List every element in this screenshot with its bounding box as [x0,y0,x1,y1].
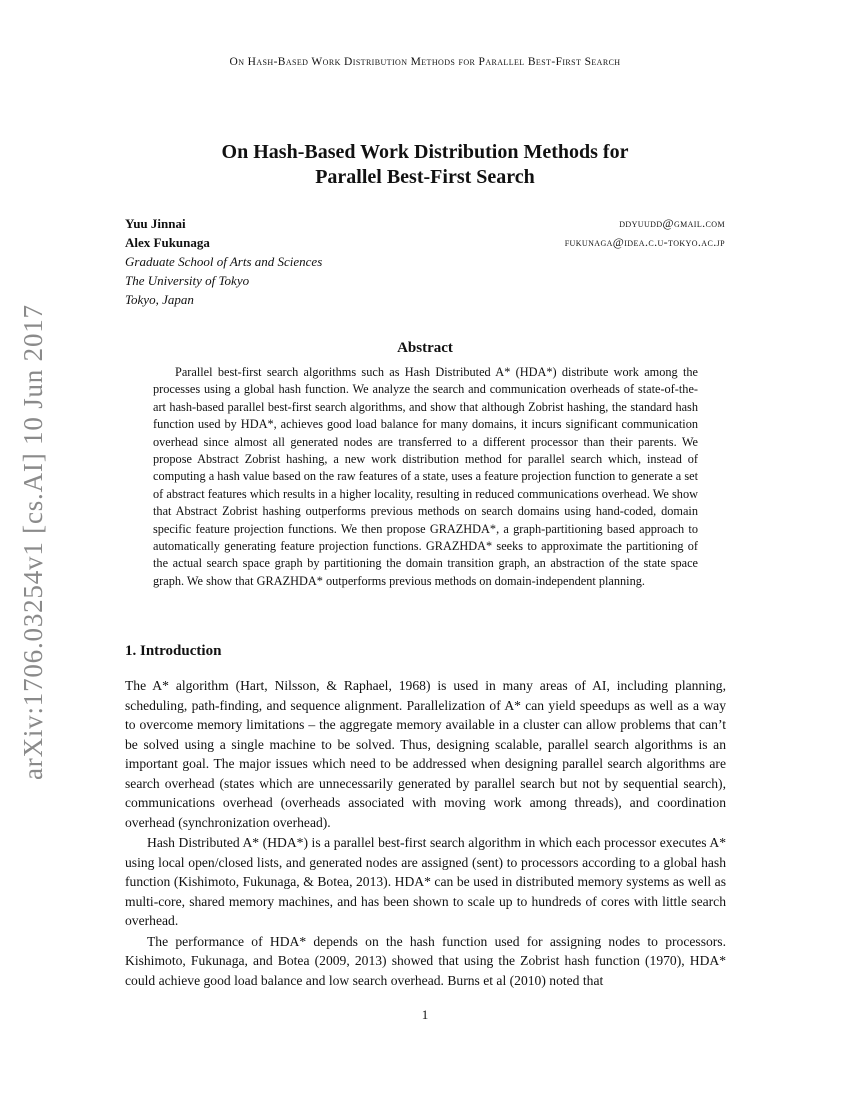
introduction-body [125,676,726,990]
author-row [125,233,725,252]
paragraph: The performance of HDA* depends on the hash function used for assigning nodes to processors. Kishimoto, Fukunaga, and Botea (2009, 2013) showed that using the Zobrist hash function (1970), HDA* could achieve good load balance and low search overhead. Burns et al (2010) noted that [125,933,726,988]
author-email: fukunaga@idea.c.u-tokyo.ac.jp [564,235,725,249]
page-number: 1 [421,1007,429,1022]
author-row [125,214,725,233]
author-email: ddyuudd@gmail.com [619,216,725,230]
abstract-heading: Abstract [397,340,453,356]
author-name: Alex Fukunaga [125,235,210,250]
arxiv-identifier: arXiv:1706.03254v1 [cs.AI] 10 Jun 2017 [18,304,48,780]
section-heading-introduction: 1. Introduction [125,643,222,659]
abstract-body: Parallel best-first search algorithms such as Hash Distributed A* (HDA*) distribute work among the processes using a global hash function. We analyze the search and communication overheads of state-of-the-art hash-based parallel best-first search algorithms, and show that although Zobrist hashing, the standard hash function used by HDA*, achieves good load balance for many domains, it incurs significant communication overhead since almost all generated nodes are transferred to a different processor than their parents. We propose Abstract Zobrist hashing, a new work distribution method for parallel search which, instead of computing a hash value based on the raw features of a state, uses a feature projection function to generate a set of abstract features which results in a higher locality, resulting in reduced communications overhead. We show that Abstract Zobrist hashing outperforms previous methods on search domains using hand-coded, domain specific feature projection functions. We then propose GRAZHDA*, a graph-partitioning based approach to automatically generating feature projection functions. GRAZHDA* seeks to approximate the partitioning of the actual search space graph by partitioning the domain transition graph, an abstraction of the state space graph. We show that GRAZHDA* outperforms previous methods on domain-independent planning. [153,365,698,588]
affiliation-location: Tokyo, Japan [125,292,194,307]
paper-title [0,140,850,190]
running-head: On Hash-Based Work Distribution Methods for Parallel Best-First Search [229,56,621,68]
paragraph: Hash Distributed A* (HDA*) is a parallel best-first search algorithm in which each processor executes A* using local open/closed lists, and generated nodes are assigned (sent) to processors according to a global hash function (Kishimoto, Fukunaga, & Botea, 2013). HDA* can be used in distributed memory systems as well as multi-core, shared memory machines, and has been shown to scale up to hundreds of cores with little search overhead. [125,835,726,928]
paper-title-line-1: On Hash-Based Work Distribution Methods for [221,141,629,163]
author-block [125,214,725,309]
paper-title-line-2: Parallel Best-First Search [315,166,535,188]
paragraph: The A* algorithm (Hart, Nilsson, & Raphael, 1968) is used in many areas of AI, including planning, scheduling, path-finding, and sequence alignment. Parallelization of A* can yield speedups as well as a way to overcome memory limitations – the aggregate memory available in a cluster can allow problems that can’t be solved using a single machine to be solved. Thus, designing scalable, parallel search algorithms is an important goal. The major issues which need to be addressed when designing parallel search algorithms are search overhead (states which are unnecessarily generated by parallel search but not by sequential search), communications overhead (overheads associated with moving work among threads), and coordination overhead (synchronization overhead). [125,678,726,830]
author-name: Yuu Jinnai [125,216,186,231]
affiliation-university: The University of Tokyo [125,273,250,288]
affiliation-school: Graduate School of Arts and Sciences [125,254,323,269]
